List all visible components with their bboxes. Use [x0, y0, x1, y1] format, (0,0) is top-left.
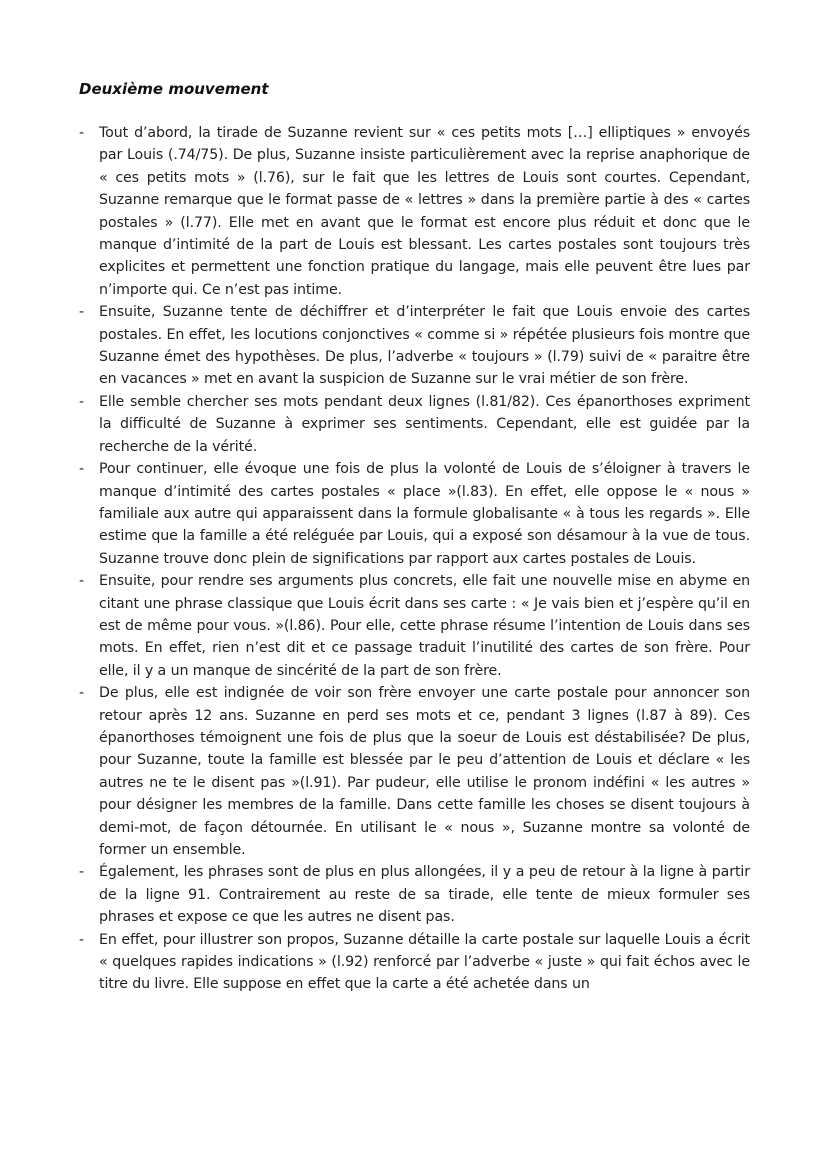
- list-item: [79, 301, 750, 391]
- bullet-list: [79, 122, 750, 996]
- list-item: [79, 391, 750, 458]
- paragraph-text: En effet, pour illustrer son propos, Suzanne détaille la carte postale sur laquelle Louis a écrit « quelques rapides indications » (l.92) renforcé par l’adverbe « juste » qui fait échos avec le titre du livre. Elle suppose en effet que la carte a été achetée dans un: [99, 931, 750, 993]
- bullet-dash: -: [79, 393, 84, 410]
- list-item: [79, 861, 750, 928]
- paragraph-text: Également, les phrases sont de plus en plus allongées, il y a peu de retour à la ligne à partir de la ligne 91. Contrairement au reste de sa tirade, elle tente de mieux formuler ses phrases et expose ce que les autres ne disent pas.: [99, 864, 750, 926]
- list-item: [79, 929, 750, 996]
- bullet-dash: -: [79, 864, 84, 881]
- paragraph-text: Tout d’abord, la tirade de Suzanne revient sur « ces petits mots […] elliptiques » envoyés par Louis (.74/75). De plus, Suzanne insiste particulièrement avec la reprise anaphorique de « ces petits mots » (l.76), sur le fait que les lettres de Louis sont courtes. Cependant, Suzanne remarque que le format passe de « lettres » dans la première partie à des « cartes postales » (l.77). Elle met en avant que le format est encore plus réduit et donc que le manque d’intimité de la part de Louis est blessant. Les cartes postales sont toujours très explicites et permettent une fonction pratique du langage, mais elle peuvent être lues par n’importe qui. Ce n’est pas intime.: [99, 125, 750, 298]
- bullet-dash: -: [79, 304, 84, 321]
- bullet-dash: -: [79, 461, 84, 478]
- paragraph-text: Elle semble chercher ses mots pendant deux lignes (l.81/82). Ces épanorthoses expriment la difficulté de Suzanne à exprimer ses sentiments. Cependant, elle est guidée par la recherche de la vérité.: [99, 393, 750, 455]
- list-item: [79, 458, 750, 570]
- bullet-dash: -: [79, 573, 84, 590]
- bullet-dash: -: [79, 125, 84, 141]
- bullet-dash: -: [79, 685, 84, 702]
- list-item: [79, 122, 750, 301]
- list-item: [79, 570, 750, 682]
- paragraph-text: Ensuite, Suzanne tente de déchiffrer et d’interpréter le fait que Louis envoie des cartes postales. En effet, les locutions conjonctives « comme si » répétée plusieurs fois montre que Suzanne émet des hypothèses. De plus, l’adverbe « toujours » (l.79) suivi de « paraitre être en vacances » met en avant la suspicion de Suzanne sur le vrai métier de son frère.: [99, 304, 750, 388]
- paragraph-text: Ensuite, pour rendre ses arguments plus concrets, elle fait une nouvelle mise en abyme en citant une phrase classique que Louis écrit dans ses carte : « Je vais bien et j’espère qu’il en est de même pour vous. »(l.86). Pour elle, cette phrase résume l’intention de Louis dans ses mots. En effet, rien n’est dit et ce passage traduit l’inutilité des cartes de son frère. Pour elle, il y a un manque de sincérité de la part de son frère.: [99, 573, 750, 679]
- list-item: [79, 682, 750, 861]
- section-heading: Deuxième mouvement: [79, 80, 269, 98]
- paragraph-text: Pour continuer, elle évoque une fois de plus la volonté de Louis de s’éloigner à travers le manque d’intimité des cartes postales « place »(l.83). En effet, elle oppose le « nous » familiale aux autre qui apparaissent dans la formule globalisante « à tous les regards ». Elle estime que la famille a été reléguée par Louis, qui a exposé son désamour à la vue de tous. Suzanne trouve donc plein de significations par rapport aux cartes postales de Louis.: [99, 461, 750, 567]
- bullet-dash: -: [79, 931, 84, 948]
- paragraph-text: De plus, elle est indignée de voir son frère envoyer une carte postale pour annoncer son retour après 12 ans. Suzanne en perd ses mots et ce, pendant 3 lignes (l.87 à 89). Ces épanorthoses témoignent une fois de plus que la soeur de Louis est déstabilisée? De plus, pour Suzanne, toute la famille est blessée par le peu d’attention de Louis et déclare « les autres ne te le disent pas »(l.91). Par pudeur, elle utilise le pronom indéfini « les autres » pour désigner les membres de la famille. Dans cette famille les choses se disent toujours à demi-mot, de façon détournée. En utilisant le « nous », Suzanne montre sa volonté de former un ensemble.: [99, 685, 750, 858]
